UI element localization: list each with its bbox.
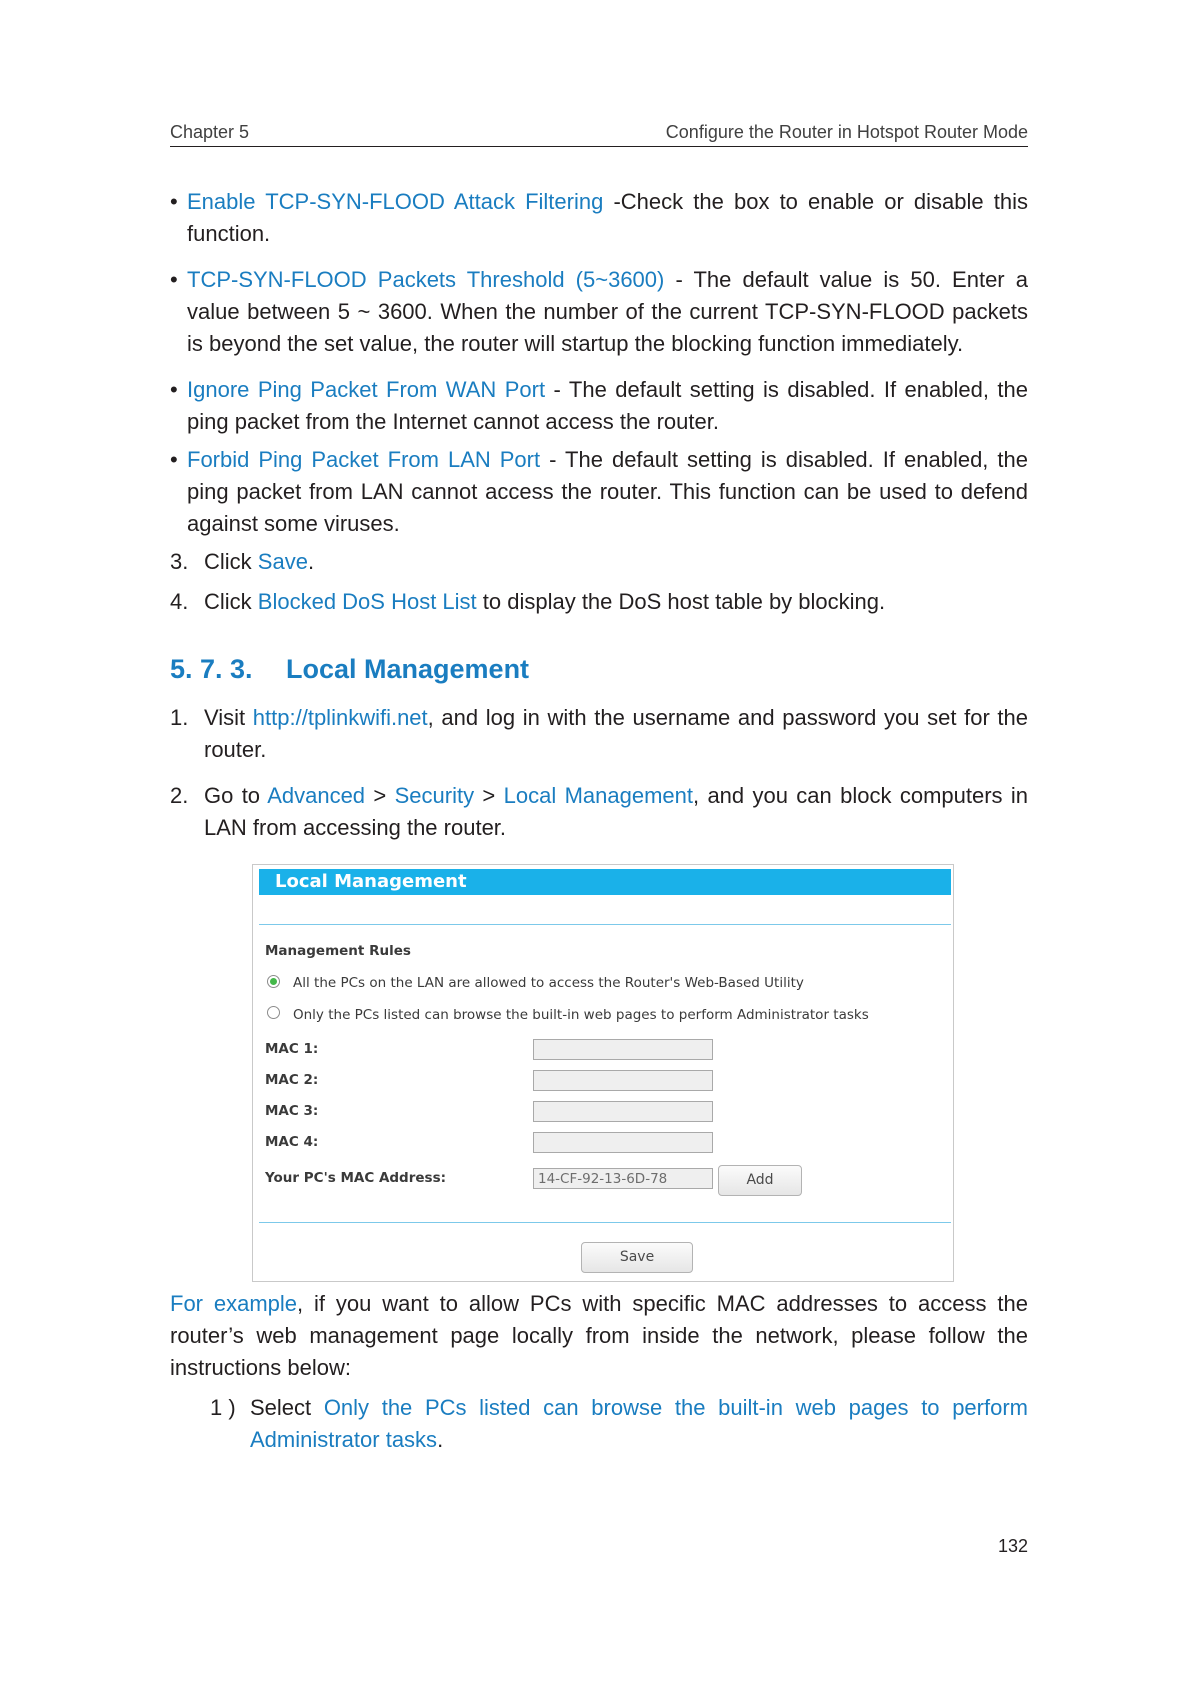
step-text: Click bbox=[204, 549, 258, 574]
bullet-dot: • bbox=[170, 189, 178, 214]
only-listed-option-link: Only the PCs listed can browse the built-in web pages to perform Administrator tasks bbox=[250, 1395, 1028, 1452]
step-number: 2. bbox=[170, 783, 189, 808]
step-number: 1. bbox=[170, 705, 189, 730]
step-text: Visit bbox=[204, 705, 253, 730]
breadcrumb-separator: > bbox=[365, 783, 395, 808]
management-rules-label: Management Rules bbox=[265, 943, 411, 959]
step-text: to display the DoS host table by blocking. bbox=[476, 589, 886, 614]
bullet-desc: -Check the box to enable or disable this function. bbox=[187, 189, 1028, 246]
section-number: 5. 7. 3. bbox=[170, 654, 253, 684]
step-text: Click bbox=[204, 589, 258, 614]
bullet-term: Forbid Ping Packet From LAN Port bbox=[187, 447, 541, 472]
substep-text: . bbox=[437, 1427, 444, 1452]
header-title: Configure the Router in Hotspot Router Mode bbox=[665, 122, 1028, 142]
section-title: Local Management bbox=[286, 654, 530, 684]
page-number: 132 bbox=[997, 1536, 1028, 1556]
substep-text: Select bbox=[250, 1395, 324, 1420]
bullet-term: TCP-SYN-FLOOD Packets Threshold (5~3600) bbox=[187, 267, 665, 292]
step-text: , and log in with the username and password you set for the router. bbox=[204, 705, 1028, 762]
your-mac-label: Your PC's MAC Address: bbox=[265, 1170, 446, 1186]
save-button[interactable]: Save bbox=[581, 1242, 693, 1273]
your-mac-input[interactable]: 14-CF-92-13-6D-78 bbox=[533, 1168, 713, 1189]
mac-3-input[interactable] bbox=[533, 1101, 713, 1122]
breadcrumb-separator: > bbox=[474, 783, 504, 808]
bullet-dot: • bbox=[170, 267, 178, 292]
step-text: Go to bbox=[204, 783, 268, 808]
bullet-desc: - The default setting is disabled. If enabled, the ping packet from LAN cannot access the router. This function can be used to defend against some viruses. bbox=[187, 447, 1028, 536]
mac-2-label: MAC 2: bbox=[265, 1072, 319, 1088]
step-text: , and you can block computers in LAN from accessing the router. bbox=[204, 783, 1029, 840]
bullet-dot: • bbox=[170, 447, 178, 472]
bullet-term: Enable TCP-SYN-FLOOD Attack Filtering bbox=[187, 189, 604, 214]
add-button[interactable]: Add bbox=[718, 1165, 802, 1196]
divider bbox=[259, 924, 951, 925]
divider bbox=[259, 1222, 951, 1223]
save-link[interactable]: Save bbox=[257, 549, 308, 574]
mac-1-label: MAC 1: bbox=[265, 1041, 319, 1057]
example-paragraph bbox=[170, 1288, 1028, 1384]
option-only-listed-label: Only the PCs listed can browse the built-in web pages to perform Administrator tasks bbox=[293, 1007, 869, 1023]
bullet-desc: - The default setting is disabled. If enabled, the ping packet from the Internet cannot access the router. bbox=[187, 377, 1028, 434]
bullet-dot: • bbox=[170, 377, 178, 402]
advanced-link[interactable]: Advanced bbox=[267, 783, 366, 808]
substep-number: 1 ) bbox=[210, 1395, 236, 1420]
header-chapter: Chapter 5 bbox=[170, 122, 250, 142]
local-management-screenshot bbox=[252, 864, 954, 1282]
for-example-link: For example bbox=[170, 1291, 298, 1316]
bullet-desc: - The default value is 50. Enter a value between 5 ~ 3600. When the number of the current TCP-SYN-FLOOD packets is beyond the set value, the router will startup the blocking function immediately. bbox=[187, 267, 1028, 356]
security-link[interactable]: Security bbox=[394, 783, 475, 808]
page-header bbox=[170, 120, 1028, 147]
option-allow-all-label: All the PCs on the LAN are allowed to access the Router's Web-Based Utility bbox=[293, 975, 804, 991]
step-number: 3. bbox=[170, 549, 189, 574]
tplinkwifi-link[interactable]: http://tplinkwifi.net bbox=[252, 705, 428, 730]
step-text: . bbox=[307, 549, 315, 574]
radio-only-listed[interactable] bbox=[267, 1006, 280, 1019]
radio-allow-all[interactable] bbox=[267, 975, 280, 988]
mac-1-input[interactable] bbox=[533, 1039, 713, 1060]
blocked-dos-host-list-link[interactable]: Blocked DoS Host List bbox=[257, 589, 477, 614]
mac-4-label: MAC 4: bbox=[265, 1134, 319, 1150]
mac-3-label: MAC 3: bbox=[265, 1103, 319, 1119]
bullet-term: Ignore Ping Packet From WAN Port bbox=[187, 377, 546, 402]
example-text: , if you want to allow PCs with specific MAC addresses to access the router’s web management page locally from inside the network, please follow the instructions below: bbox=[170, 1291, 1028, 1380]
mac-4-input[interactable] bbox=[533, 1132, 713, 1153]
step-number: 4. bbox=[170, 589, 189, 614]
mac-2-input[interactable] bbox=[533, 1070, 713, 1091]
panel-title: Local Management bbox=[259, 869, 951, 895]
local-management-link[interactable]: Local Management bbox=[503, 783, 693, 808]
